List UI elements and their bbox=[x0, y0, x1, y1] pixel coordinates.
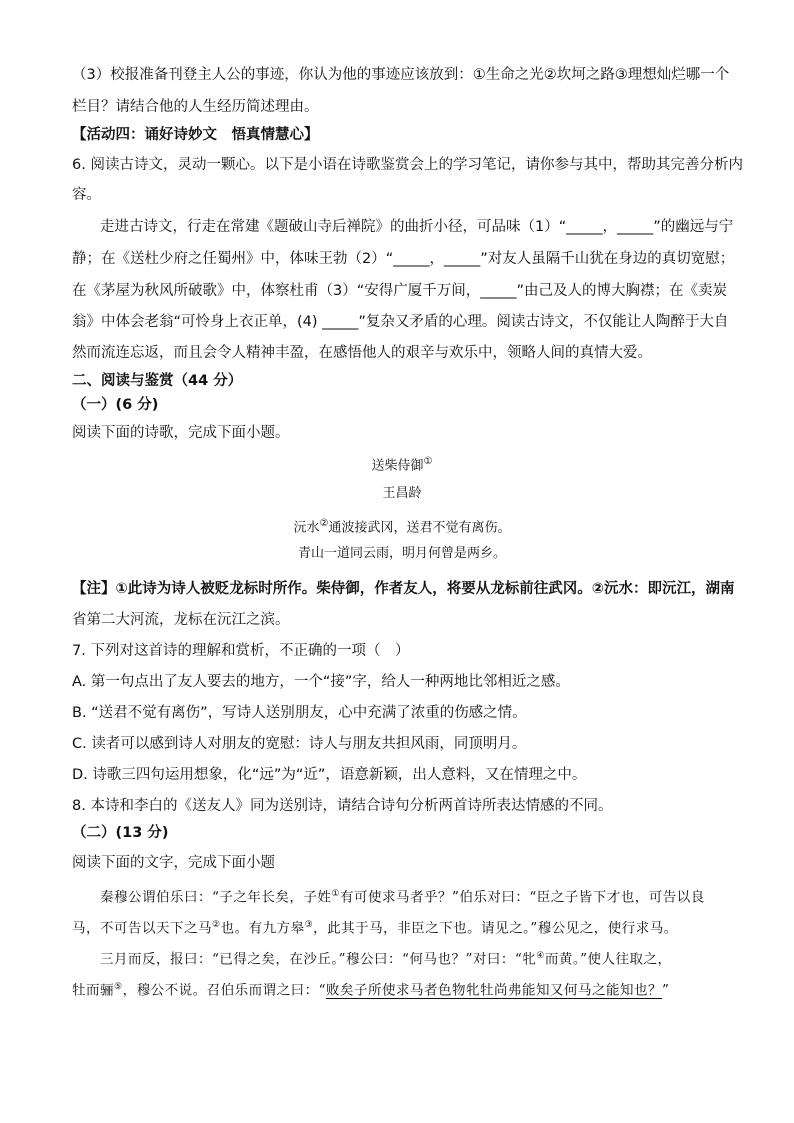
poem-line1-b: 通波接武冈，送君不觉有离伤。 bbox=[328, 520, 511, 536]
q6-text-line2: 容。 bbox=[72, 187, 101, 203]
poem-title-note: ① bbox=[423, 456, 433, 467]
q7-option-c: C. 读者可以感到诗人对朋友的宽慰：诗人与朋友共担风雨，同顶明月。 bbox=[72, 736, 527, 752]
classical-line4-a: 牡而骊 bbox=[72, 982, 114, 999]
poem-line1-note: ② bbox=[319, 518, 329, 529]
q6-paragraph-line3: 在《茅屋为秋风所破歌》中，体察杜甫（3）“安得广厦千万间，_____”由己及人的博大胸襟；在《卖炭 bbox=[72, 283, 727, 299]
q3-text-line2: 栏目？请结合他的人生经历简述理由。 bbox=[72, 99, 319, 115]
q3-text-line1: （3）校报准备刊登主人公的事迹，你认为他的事迹应该放到：①生命之光②坎坷之路③理想灿烂哪一个 bbox=[72, 67, 730, 83]
classical-line4 bbox=[72, 976, 732, 1002]
classical-line1 bbox=[100, 883, 760, 909]
q6-paragraph-line1: 走进古诗文，行走在常建《题破山寺后禅院》的曲折小径，可品味（1）“_____，_____”的幽远与宁 bbox=[100, 219, 734, 235]
subsection1-heading: （一）(6 分) bbox=[72, 397, 159, 413]
classical-note2: ② bbox=[212, 920, 221, 930]
classical-line2-a: 马，不可告以天下之马 bbox=[72, 920, 212, 937]
classical-line2 bbox=[72, 914, 732, 940]
classical-line1-a: 秦穆公谓伯乐曰：“子之年长矣，子姓 bbox=[100, 889, 332, 906]
classical-note3: ③ bbox=[304, 920, 314, 930]
classical-underlined-sentence: 败矣子所使求马者色物牝牡尚弗能知又何马之能知也？ bbox=[325, 982, 662, 999]
q6-paragraph-line2: 静；在《送杜少府之任蜀州》中，体味王勃（2）“_____，_____”对友人虽隔千山犹在身边的真切宽慰； bbox=[72, 251, 735, 267]
q7-option-d: D. 诗歌三四句运用想象，化“远”为“近”，语意新颖，出人意料，又在情理之中。 bbox=[72, 767, 587, 783]
poem-line1-a: 沅水 bbox=[293, 520, 320, 536]
q6-text-line1: 6. 阅读古诗文，灵动一颗心。以下是小语在诗歌鉴赏会上的学习笔记，请你参与其中，帮助其完善分析内 bbox=[72, 157, 743, 173]
classical-line3-a: 三月而反，报曰：“已得之矣，在沙丘。”穆公曰：“何马也？”对曰：“牝 bbox=[100, 951, 537, 968]
instruction1: 阅读下面的诗歌，完成下面小题。 bbox=[72, 425, 290, 441]
instruction2: 阅读下面的文字，完成下面小题 bbox=[72, 855, 275, 871]
classical-line2-c: ，此其于马，非臣之下也。请见之。”穆公见之，使行求马。 bbox=[313, 920, 678, 937]
activity4-heading: 【活动四：诵好诗妙文 悟真情慧心】 bbox=[72, 127, 319, 143]
classical-line4-b: ，穆公不说。召伯乐而谓之曰：“ bbox=[122, 982, 326, 999]
subsection2-heading: （二）(13 分) bbox=[72, 825, 169, 841]
q7-option-a: A. 第一句点出了友人要去的地方，一个“接”字，给人一种两地比邻相近之感。 bbox=[72, 674, 570, 690]
poem-title-text: 送柴侍御 bbox=[371, 458, 424, 474]
classical-line4-c: ” bbox=[661, 982, 670, 999]
classical-note4: ④ bbox=[536, 951, 545, 961]
classical-line3 bbox=[100, 945, 760, 971]
q7-stem: 7. 下列对这首诗的理解和赏析，不正确的一项（ ） bbox=[72, 643, 410, 659]
q8-stem: 8. 本诗和李白的《送友人》同为送别诗，请结合诗句分析两首诗所表达情感的不同。 bbox=[72, 798, 613, 814]
q6-paragraph-line5: 然而流连忘返，而且会令人精神丰盈，在感悟他人的艰辛与欢乐中，领略人间的真情大爱。 bbox=[72, 345, 652, 361]
section2-heading: 二、阅读与鉴赏（44 分） bbox=[72, 373, 243, 389]
note-line1 bbox=[72, 578, 735, 600]
q6-paragraph-line4: 翁》中体会老翁“可怜身上衣正单，(4) _____”复杂又矛盾的心理。阅读古诗文，不仅能让人陶醉于大自 bbox=[72, 314, 729, 330]
q7-option-b: B. “送君不觉有离伤”，写诗人送别朋友，心中充满了浓重的伤感之情。 bbox=[72, 705, 527, 721]
poem-line1 bbox=[72, 514, 732, 538]
classical-line2-b: 也。有九方皋 bbox=[220, 920, 305, 937]
classical-line1-b: 有可使求马者乎？”伯乐对曰：“臣之子皆下才也，可告以良 bbox=[339, 889, 705, 906]
poem-author: 王昌龄 bbox=[382, 486, 422, 501]
classical-note1: ① bbox=[331, 889, 340, 899]
poem-title bbox=[72, 452, 732, 476]
classical-line3-b: 而黄。”使人往取之， bbox=[544, 951, 672, 968]
classical-note5: ⑤ bbox=[114, 982, 123, 992]
note-text: 【注】①此诗为诗人被贬龙标时所作。柴侍御，作者友人，将要从龙标前往武冈。②沅水：即沅江，湖南 bbox=[72, 581, 735, 597]
poem-line2: 青山一道同云雨，明月何曾是两乡。 bbox=[297, 546, 506, 561]
note-line2: 省第二大河流，龙标在沅江之滨。 bbox=[72, 612, 290, 628]
